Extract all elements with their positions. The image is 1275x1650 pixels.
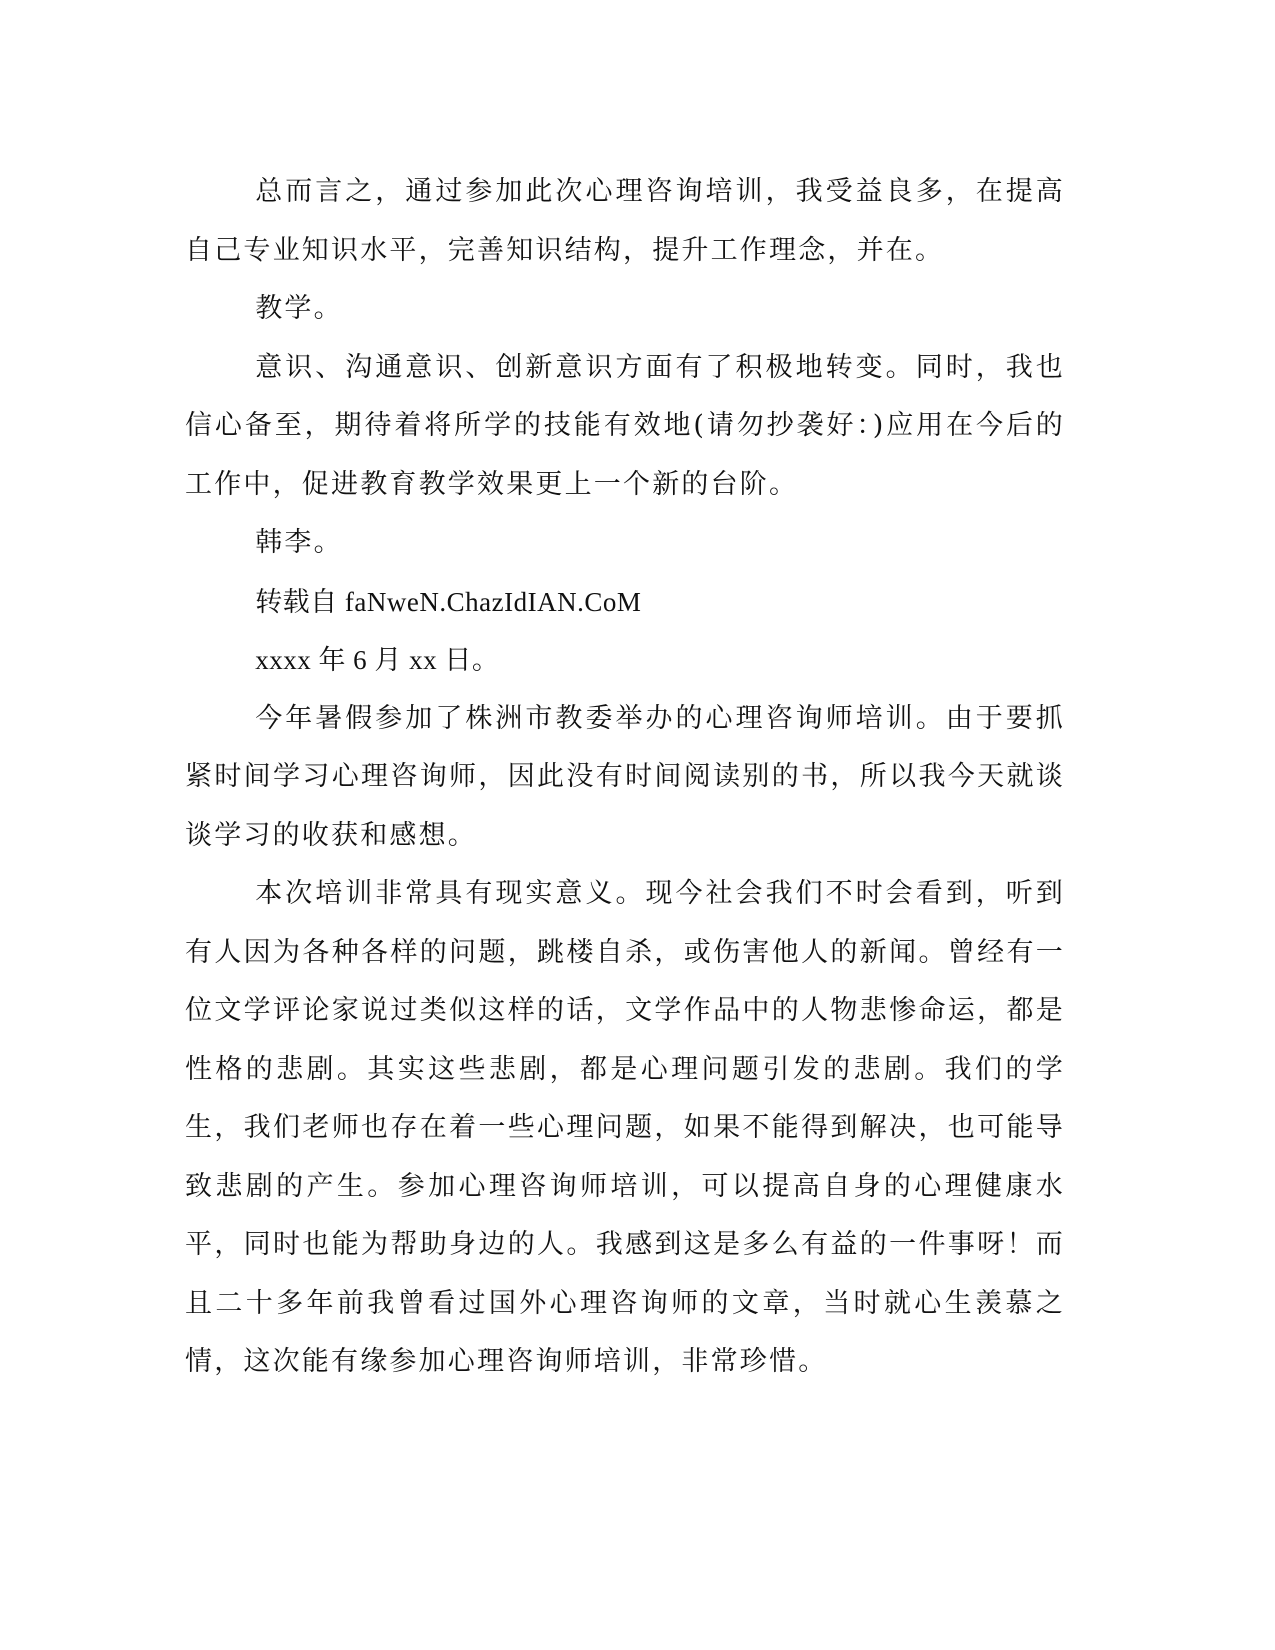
date-line: xxxx 年 6 月 xx 日。 — [255, 645, 500, 675]
author-signature: 韩李。 — [255, 527, 343, 558]
paragraph-awareness: 意识、沟通意识、创新意识方面有了积极地转变。同时，我也信心备至，期待着将所学的技能有效地(请勿抄袭好：)应用在今后的工作中，促进教育教学效果更上一个新的台阶。 — [185, 351, 1065, 500]
paragraph-significance: 本次培训非常具有现实意义。现今社会我们不时会看到，听到有人因为各种各样的问题，跳楼自杀，或伤害他人的新闻。曾经有一位文学评论家说过类似这样的话，文学作品中的人物悲惨命运，都是性格的悲剧。其实这些悲剧，都是心理问题引发的悲剧。我们的学生，我们老师也存在着一些心理问题，如果不能得到解决，也可能导致悲剧的产生。参加心理咨询师培训，可以提高自身的心理健康水平，同时也能为帮助身边的人。我感到这是多么有益的一件事呀！而且二十多年前我曾看过国外心理咨询师的文章，当时就心生羡慕之情，这次能有缘参加心理咨询师培训，非常珍惜。 — [185, 878, 1065, 1377]
source-line: 转载自 faNweN.ChazIdIAN.CoM — [255, 586, 642, 617]
document-body — [185, 163, 1065, 1392]
paragraph-summer-training: 今年暑假参加了株洲市教委举办的心理咨询师培训。由于要抓紧时间学习心理咨询师，因此没有时间阅读别的书，所以我今天就谈谈学习的收获和感想。 — [185, 702, 1065, 851]
paragraph-teaching: 教学。 — [255, 293, 343, 324]
paragraph-summary: 总而言之，通过参加此次心理咨询培训，我受益良多，在提高自己专业知识水平，完善知识结构，提升工作理念，并在。 — [185, 176, 1065, 266]
